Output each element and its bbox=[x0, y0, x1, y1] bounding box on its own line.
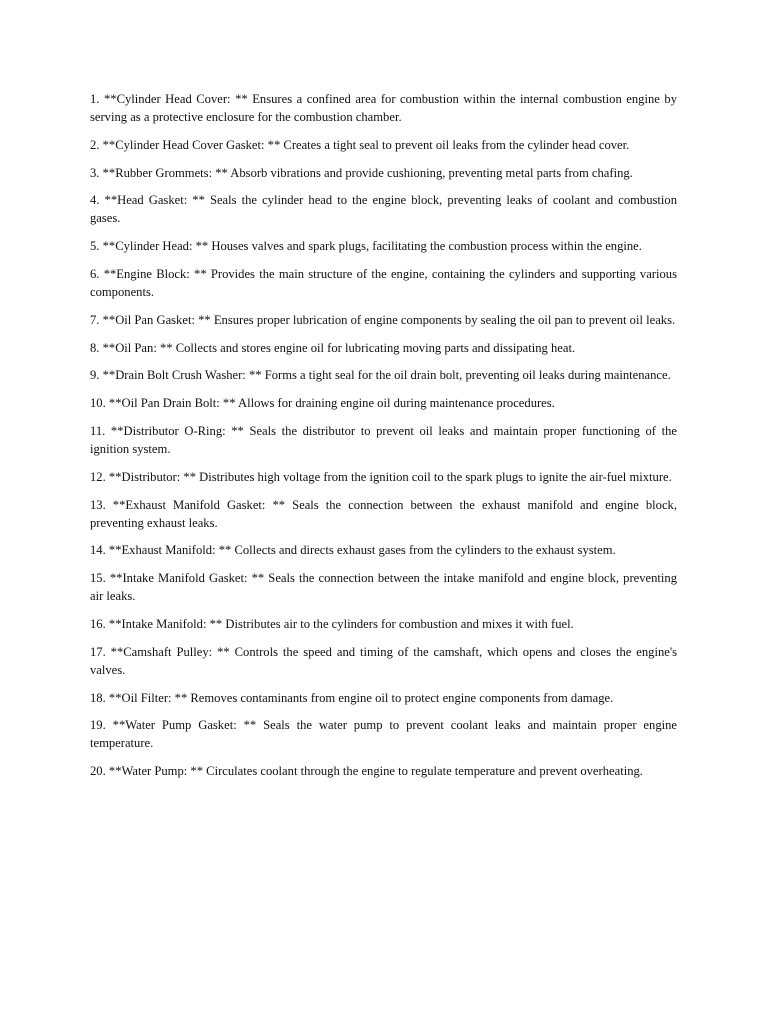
list-item-10: 10. **Oil Pan Drain Bolt: ** Allows for draining engine oil during maintenance procedures. bbox=[90, 396, 555, 411]
list-item-11: 11. **Distributor O-Ring: ** Seals the distributor to prevent oil leaks and maintain proper functioning of the ignition system. bbox=[90, 423, 677, 456]
list-item-5: 5. **Cylinder Head: ** Houses valves and spark plugs, facilitating the combustion process within the engine. bbox=[90, 239, 642, 254]
list-item-15: 15. **Intake Manifold Gasket: ** Seals the connection between the intake manifold and engine block, preventing air leaks. bbox=[90, 571, 677, 604]
list-item-7: 7. **Oil Pan Gasket: ** Ensures proper lubrication of engine components by sealing the oil pan to prevent oil leaks. bbox=[90, 312, 676, 327]
list-item-16: 16. **Intake Manifold: ** Distributes air to the cylinders for combustion and mixes it with fuel. bbox=[90, 616, 574, 631]
list-item-4: 4. **Head Gasket: ** Seals the cylinder head to the engine block, preventing leaks of coolant and combustion gases. bbox=[90, 193, 677, 226]
list-item-17: 17. **Camshaft Pulley: ** Controls the speed and timing of the camshaft, which opens and closes the engine's valves. bbox=[90, 644, 677, 677]
list-item-9: 9. **Drain Bolt Crush Washer: ** Forms a tight seal for the oil drain bolt, preventing oil leaks during maintenance. bbox=[90, 368, 671, 383]
list-item-18: 18. **Oil Filter: ** Removes contaminants from engine oil to protect engine components from damage. bbox=[90, 690, 614, 705]
list-item-13: 13. **Exhaust Manifold Gasket: ** Seals the connection between the exhaust manifold and engine block, preventing exhaust leaks. bbox=[90, 497, 677, 530]
list-item-1: 1. **Cylinder Head Cover: ** Ensures a confined area for combustion within the internal combustion engine by serving as a protective enclosure for the combustion chamber. bbox=[90, 92, 677, 124]
list-item-14: 14. **Exhaust Manifold: ** Collects and directs exhaust gases from the cylinders to the exhaust system. bbox=[90, 543, 616, 558]
list-item-12: 12. **Distributor: ** Distributes high voltage from the ignition coil to the spark plugs to ignite the air-fuel mixture. bbox=[90, 469, 672, 484]
list-item-2: 2. **Cylinder Head Cover Gasket: ** Creates a tight seal to prevent oil leaks from the cylinder head cover. bbox=[90, 137, 630, 152]
document-page bbox=[90, 90, 677, 780]
list-item-8: 8. **Oil Pan: ** Collects and stores engine oil for lubricating moving parts and dissipating heat. bbox=[90, 340, 576, 355]
list-item-19: 19. **Water Pump Gasket: ** Seals the water pump to prevent coolant leaks and maintain proper engine temperature. bbox=[90, 718, 677, 751]
list-item-6: 6. **Engine Block: ** Provides the main structure of the engine, containing the cylinders and supporting various components. bbox=[90, 266, 677, 299]
list-item-3: 3. **Rubber Grommets: ** Absorb vibrations and provide cushioning, preventing metal parts from chafing. bbox=[90, 165, 633, 180]
list-item-20: 20. **Water Pump: ** Circulates coolant through the engine to regulate temperature and prevent overheating. bbox=[90, 764, 643, 779]
